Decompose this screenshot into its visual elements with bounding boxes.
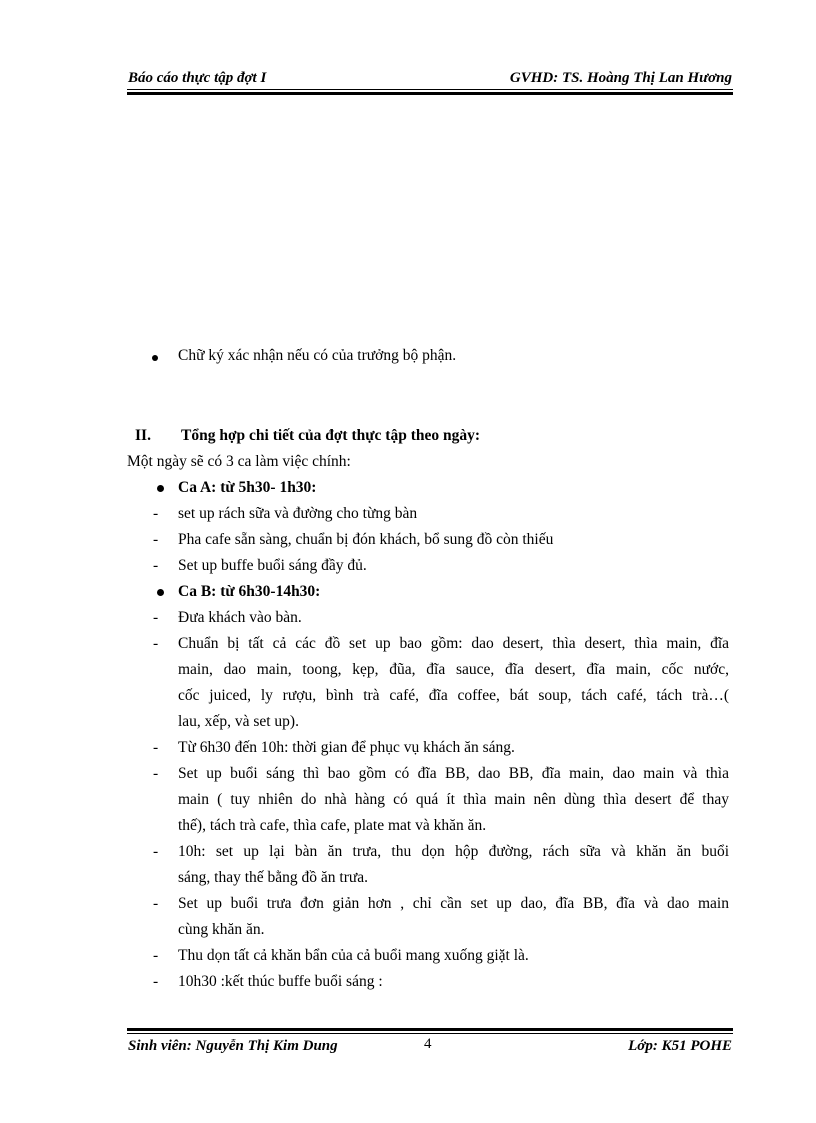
header-report-title: Báo cáo thực tập đợt I [128,70,267,86]
section-title: Tổng hợp chi tiết của đợt thực tập theo ngày: [181,427,481,444]
footer-student-name: Sinh viên: Nguyễn Thị Kim Dung [128,1038,338,1054]
shift-a-item: set up rách sữa và đường cho từng bàn [178,505,418,522]
shift-b-item-line: cốc juiced, ly rượu, bình trà café, đĩa coffee, bát soup, tách café, tách trà…( [178,687,729,704]
dash-marker: - [153,531,159,548]
shift-b-item-line: cùng khăn ăn. [178,921,265,938]
shift-b-item-line: Thu dọn tất cả khăn bẩn của cả buổi mang xuống giặt là. [178,947,529,964]
shift-b-item-line: Set up buổi sáng thì bao gồm có đĩa BB, dao BB, đĩa main, dao main và thìa [178,765,729,782]
shift-b-item-line: Set up buổi trưa đơn giản hơn , chỉ cần set up dao, đĩa BB, đĩa và dao main [178,895,729,912]
shift-b-item-line: main, dao main, toong, kẹp, đũa, đĩa sauce, đĩa desert, đĩa main, cốc nước, [178,661,729,678]
signature-line: Chữ ký xác nhận nếu có của trưởng bộ phận. [178,347,457,364]
shift-b-item-line: main ( tuy nhiên do nhà hàng có quá ít thìa main nên dùng thìa desert để thay [178,791,729,808]
header-rule-thick [127,92,733,95]
dash-marker: - [153,609,159,626]
dash-marker: - [153,973,159,990]
dash-marker: - [153,557,159,574]
bullet-icon [157,485,164,492]
footer-rule-thick [127,1028,733,1031]
shift-b-item-line: Từ 6h30 đến 10h: thời gian để phục vụ khách ăn sáng. [178,739,515,756]
page-header [127,68,733,94]
page-number: 4 [424,1036,432,1052]
intro-line: Một ngày sẽ có 3 ca làm việc chính: [127,453,351,470]
header-supervisor: GVHD: TS. Hoàng Thị Lan Hương [509,70,732,86]
shift-a-item: Set up buffe buổi sáng đầy đủ. [178,557,367,574]
footer-class: Lớp: K51 POHE [628,1038,732,1054]
shift-b-title: Ca B: từ 6h30-14h30: [178,583,321,600]
header-rule-thin [127,89,733,90]
bullet-icon [157,589,164,596]
bullet-icon [152,355,158,361]
shift-b-item-line: thế), tách trà cafe, thìa cafe, plate mat và khăn ăn. [178,817,487,834]
shift-b-item-line: sáng, thay thế bằng đồ ăn trưa. [178,869,369,886]
dash-marker: - [153,635,159,652]
dash-marker: - [153,739,159,756]
shift-a-title: Ca A: từ 5h30- 1h30: [178,479,317,496]
dash-marker: - [153,947,159,964]
shift-b-item-line: Chuẩn bị tất cả các đồ set up bao gồm: dao desert, thìa desert, thìa main, đĩa [178,635,729,652]
shift-b-item-line: Đưa khách vào bàn. [178,609,302,626]
shift-a-item: Pha cafe sẵn sàng, chuẩn bị đón khách, bổ sung đồ còn thiếu [178,531,554,548]
section-number: II. [135,427,151,444]
shift-b-item-line: 10h30 :kết thúc buffe buổi sáng : [178,973,383,990]
dash-marker: - [153,765,159,782]
dash-marker: - [153,843,159,860]
dash-marker: - [153,895,159,912]
page-footer [127,1028,733,1068]
footer-rule-thin [127,1033,733,1034]
shift-b-item-line: lau, xếp, và set up). [178,713,299,730]
dash-marker: - [153,505,159,522]
shift-b-item-line: 10h: set up lại bàn ăn trưa, thu dọn hộp đường, rách sữa và khăn ăn buổi [178,843,729,860]
